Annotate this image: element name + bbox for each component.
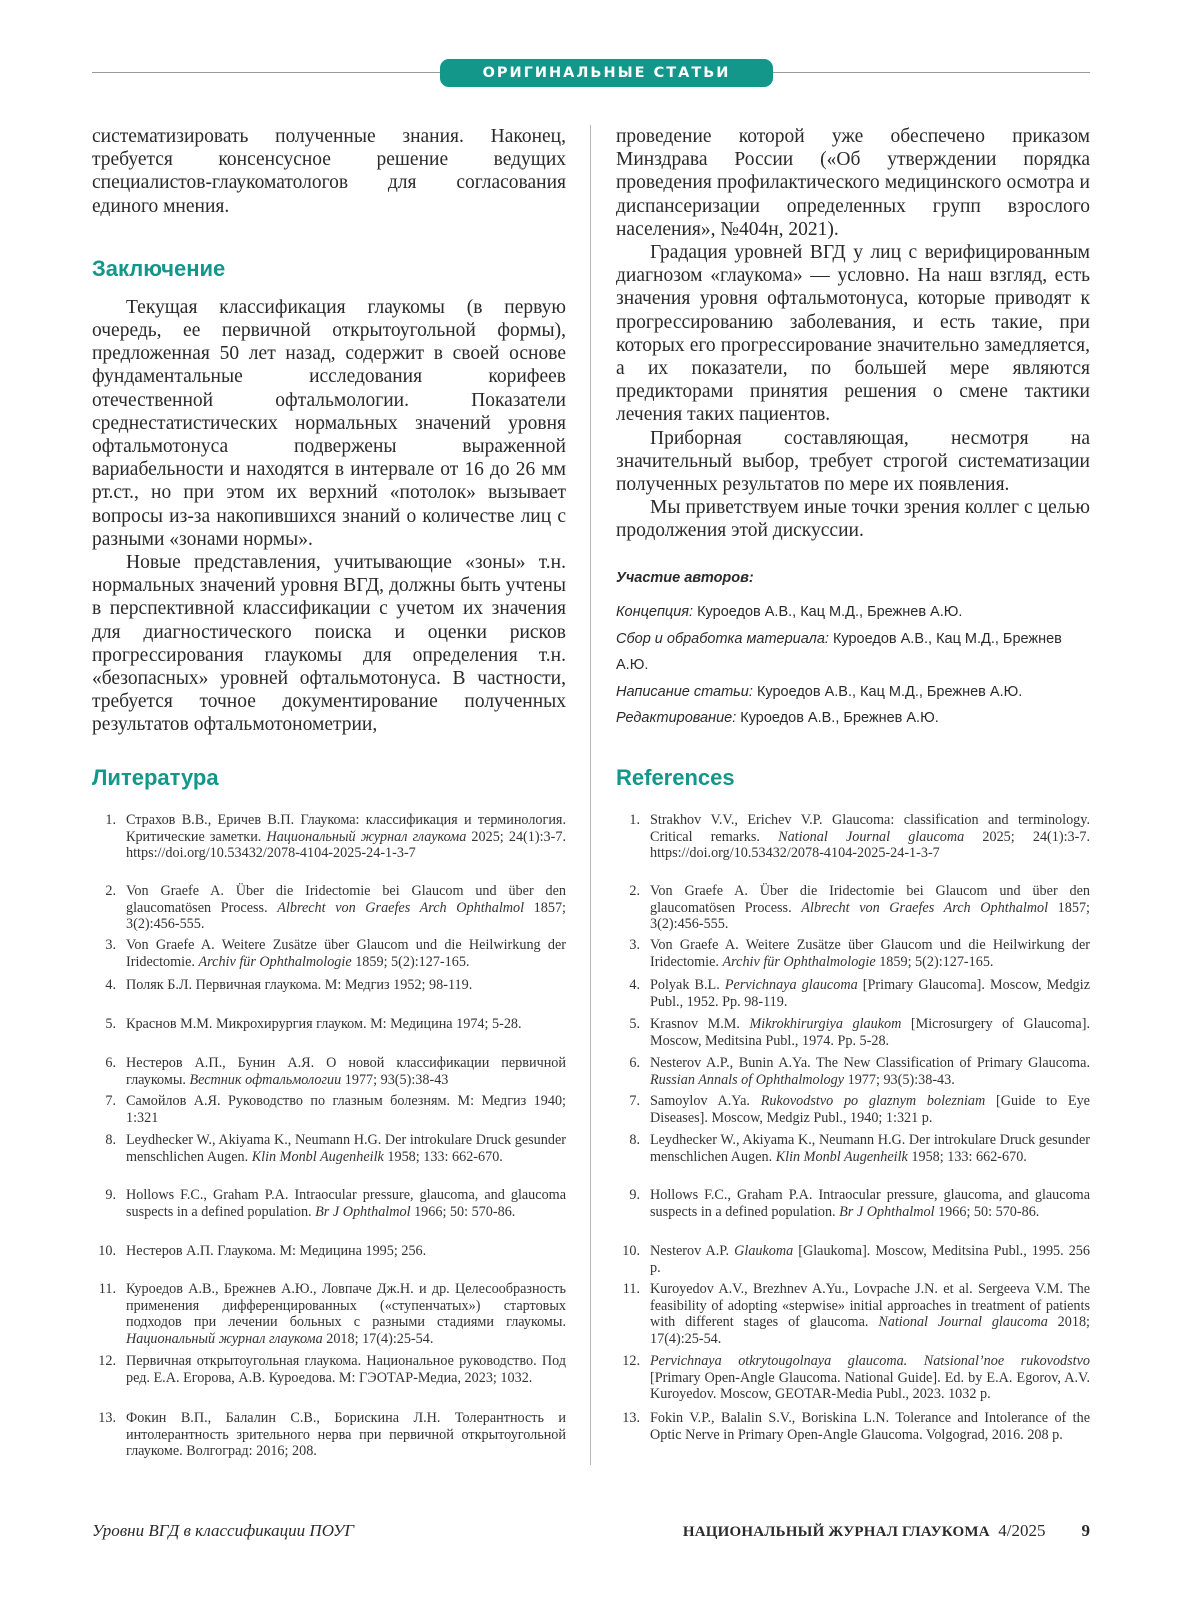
right-column xyxy=(616,125,1090,732)
reference-text: Von Graefe A. Über die Iridectomie bei Glaucom und über den glaucomatösen Process. Albrecht von Graefes Arch Ophthalmol 1857; 3(2):456-555. xyxy=(650,883,1090,937)
contribution-role: Сбор и обработка материала: xyxy=(616,631,829,647)
paragraph-instruments: Приборная составляющая, несмотря на значительный выбор, требует строгой систематизации полученных результатов по мере их появления. xyxy=(616,427,1090,497)
reference-ru xyxy=(92,1055,566,1093)
reference-row xyxy=(92,1410,1090,1470)
reference-text: Krasnov M.M. Mikrokhirurgiya glaukom [Microsurgery of Glaucoma]. Moscow, Meditsina Publ., 1974. Pp. 5-28. xyxy=(650,1016,1090,1055)
reference-row xyxy=(92,1187,1090,1243)
reference-number: 8. xyxy=(92,1132,126,1187)
reference-number: 9. xyxy=(616,1187,650,1243)
contribution-role: Редактирование: xyxy=(616,710,736,726)
reference-text: Polyak B.L. Pervichnaya glaucoma [Primary Glaucoma]. Moscow, Medgiz Publ., 1952. Pp. 98-119. xyxy=(650,977,1090,1016)
reference-number: 10. xyxy=(92,1243,126,1281)
reference-ru xyxy=(92,1016,566,1055)
reference-text: Hollows F.C., Graham P.A. Intraocular pressure, glaucoma, and glaucoma suspects in a defined population. Br J Ophthalmol 1966; 50: 570-86. xyxy=(650,1187,1090,1243)
journal-info xyxy=(683,1521,1090,1541)
intro-paragraph: систематизировать полученные знания. Наконец, требуется консенсусное решение ведущих специалистов-глаукоматологов для согласования единого мнения. xyxy=(92,125,566,218)
reference-number: 11. xyxy=(92,1281,126,1353)
contribution-row xyxy=(616,679,1090,706)
reference-en xyxy=(616,1055,1090,1093)
reference-row xyxy=(92,812,1090,883)
contribution-role: Концепция: xyxy=(616,604,693,620)
reference-text: Nesterov A.P., Bunin A.Ya. The New Classification of Primary Glaucoma. Russian Annals of Ophthalmology 1977; 93(5):38-43. xyxy=(650,1055,1090,1093)
reference-text: Von Graefe A. Über die Iridectomie bei Glaucom und über den glaucomatösen Process. Albrecht von Graefes Arch Ophthalmol 1857; 3(2):456-555. xyxy=(126,883,566,937)
reference-en xyxy=(616,1187,1090,1243)
reference-number: 2. xyxy=(616,883,650,937)
reference-row xyxy=(92,1093,1090,1132)
journal-name: НАЦИОНАЛЬНЫЙ ЖУРНАЛ ГЛАУКОМА xyxy=(683,1524,990,1540)
paragraph-continued: проведение которой уже обеспечено приказом Минздрава России («Об утверждении порядка проведения профилактического медицинского осмотра и диспансеризации определенных групп взрослого населения», №404н, 2021). xyxy=(616,125,1090,241)
reference-en xyxy=(616,1281,1090,1353)
reference-text: Нестеров А.П. Глаукома. М: Медицина 1995; 256. xyxy=(126,1243,566,1281)
contribution-names: Куроедов А.В., Кац М.Д., Брежнев А.Ю. xyxy=(697,604,962,620)
reference-number: 6. xyxy=(616,1055,650,1093)
reference-row xyxy=(92,937,1090,977)
conclusion-paragraph-2: Новые представления, учитывающие «зоны» т.н. нормальных значений уровня ВГД, должны быть учтены в перспективной классификации с учетом их значения для диагностического поиска и оценки рисков прогрессирования глаукомы для определения т.н. «безопасных» уровней офтальмотонуса. В частности, требуется точное документирование полученных результатов офтальмотонометрии, xyxy=(92,551,566,737)
reference-text: Нестеров А.П., Бунин А.Я. О новой классификации первичной глаукомы. Вестник офтальмологии 1977; 93(5):38-43 xyxy=(126,1055,566,1093)
reference-number: 5. xyxy=(616,1016,650,1055)
reference-text: Fokin V.P., Balalin S.V., Boriskina L.N. Tolerance and Intolerance of the Optic Nerve in Primary Open-Angle Glaucoma. Volgograd, 2016. 208 p. xyxy=(650,1410,1090,1470)
reference-text: Samoylov A.Ya. Rukovodstvo po glaznym bolezniam [Guide to Eye Diseases]. Moscow, Medgiz Publ., 1940; 1:321 p. xyxy=(650,1093,1090,1132)
reference-text: Hollows F.C., Graham P.A. Intraocular pressure, glaucoma, and glaucoma suspects in a defined population. Br J Ophthalmol 1966; 50: 570-86. xyxy=(126,1187,566,1243)
reference-en xyxy=(616,812,1090,883)
reference-number: 7. xyxy=(92,1093,126,1132)
reference-row xyxy=(92,1132,1090,1187)
paragraph-discussion: Мы приветствуем иные точки зрения коллег с целью продолжения этой дискуссии. xyxy=(616,496,1090,542)
reference-en xyxy=(616,1093,1090,1132)
reference-number: 1. xyxy=(92,812,126,883)
author-contributions-title: Участие авторов: xyxy=(616,565,1090,592)
reference-number: 2. xyxy=(92,883,126,937)
reference-row xyxy=(92,977,1090,1016)
running-title: Уровни ВГД в классификации ПОУГ xyxy=(92,1521,354,1541)
reference-text: Von Graefe A. Weitere Zusätze über Glaucom und die Heilwirkung der Iridectomie. Archiv für Ophthalmologie 1859; 5(2):127-165. xyxy=(126,937,566,977)
reference-en xyxy=(616,883,1090,937)
reference-ru xyxy=(92,1132,566,1187)
reference-ru xyxy=(92,1243,566,1281)
reference-text: Strakhov V.V., Erichev V.P. Glaucoma: classification and terminology. Critical remarks. National Journal glaucoma 2025; 24(1):3-7. https://doi.org/10.53432/2078-4104-2025-24-1-3-7 xyxy=(650,812,1090,883)
reference-number: 12. xyxy=(92,1353,126,1410)
reference-text: Von Graefe A. Weitere Zusätze über Glaucom und die Heilwirkung der Iridectomie. Archiv für Ophthalmologie 1859; 5(2):127-165. xyxy=(650,937,1090,977)
reference-number: 7. xyxy=(616,1093,650,1132)
reference-number: 8. xyxy=(616,1132,650,1187)
reference-text: Краснов М.М. Микрохирургия глауком. М: Медицина 1974; 5-28. xyxy=(126,1016,566,1055)
reference-text: Куроедов А.В., Брежнев А.Ю., Ловпаче Дж.Н. и др. Целесообразность применения дифференцированных («ступенчатых») стартовых подходов при лечении больных с разными стадиями глаукомы. Национальный журнал глаукома 2018; 17(4):25-54. xyxy=(126,1281,566,1353)
reference-number: 13. xyxy=(92,1410,126,1470)
conclusion-heading: Заключение xyxy=(92,256,566,282)
contribution-names: Куроедов А.В., Брежнев А.Ю. xyxy=(740,710,938,726)
contribution-row xyxy=(616,705,1090,732)
reference-en xyxy=(616,1016,1090,1055)
reference-number: 10. xyxy=(616,1243,650,1281)
references-list xyxy=(92,812,1090,1470)
reference-text: Фокин В.П., Балалин С.В., Борискина Л.Н. Толерантность и интолерантность зрительного нерва при первичной открытоугольной глаукоме. Волгоград: 2016; 208. xyxy=(126,1410,566,1470)
reference-row xyxy=(92,1281,1090,1353)
contribution-row xyxy=(616,599,1090,626)
reference-en xyxy=(616,977,1090,1016)
reference-number: 6. xyxy=(92,1055,126,1093)
reference-row xyxy=(92,1016,1090,1055)
section-badge: ОРИГИНАЛЬНЫЕ СТАТЬИ xyxy=(440,59,773,87)
reference-number: 3. xyxy=(616,937,650,977)
reference-number: 9. xyxy=(92,1187,126,1243)
reference-row xyxy=(92,1243,1090,1281)
reference-text: Первичная открытоугольная глаукома. Национальное руководство. Под ред. Е.А. Егорова, А.В. Куроедова. М: ГЭОТАР-Медиа, 2023; 1032. xyxy=(126,1353,566,1410)
reference-en xyxy=(616,1410,1090,1470)
reference-en xyxy=(616,1243,1090,1281)
reference-ru xyxy=(92,1187,566,1243)
reference-text: Leydhecker W., Akiyama K., Neumann H.G. Der introkulare Druck gesunder menschlichen Augen. Klin Monbl Augenheilk 1958; 133: 662-670. xyxy=(650,1132,1090,1187)
references-en-heading: References xyxy=(616,765,735,791)
contribution-names: Куроедов А.В., Кац М.Д., Брежнев А.Ю. xyxy=(757,684,1022,700)
references-ru-heading: Литература xyxy=(92,765,219,791)
paragraph-grading: Градация уровней ВГД у лиц с верифицированным диагнозом «глаукома» — условно. На наш взгляд, есть значения уровня офтальмотонуса, которые приводят к прогрессированию заболевания, и есть такие, при которых его прогрессирование значительно замедляется, а их показатели, по большей мере являются предикторами принятия решения о смене тактики лечения таких пациентов. xyxy=(616,241,1090,427)
reference-en xyxy=(616,1132,1090,1187)
reference-en xyxy=(616,937,1090,977)
reference-ru xyxy=(92,977,566,1016)
reference-number: 4. xyxy=(92,977,126,1016)
reference-text: Leydhecker W., Akiyama K., Neumann H.G. Der introkulare Druck gesunder menschlichen Augen. Klin Monbl Augenheilk 1958; 133: 662-670. xyxy=(126,1132,566,1187)
reference-text: Поляк Б.Л. Первичная глаукома. М: Медгиз 1952; 98-119. xyxy=(126,977,566,1016)
reference-ru xyxy=(92,1093,566,1132)
reference-ru xyxy=(92,937,566,977)
reference-number: 4. xyxy=(616,977,650,1016)
reference-ru xyxy=(92,812,566,883)
left-column xyxy=(92,125,566,737)
reference-ru xyxy=(92,1353,566,1410)
contribution-names: Куроедов А.В., Кац М.Д., Брежнев А.Ю. xyxy=(616,631,1062,674)
reference-row xyxy=(92,1055,1090,1093)
reference-number: 13. xyxy=(616,1410,650,1470)
reference-row xyxy=(92,883,1090,937)
reference-text: Kuroyedov A.V., Brezhnev A.Yu., Lovpache J.N. et al. Sergeeva V.M. The feasibility of adopting «stepwise» initial approaches in treatment of patients with different stages of glaucoma. National Journal glaucoma 2018; 17(4):25-54. xyxy=(650,1281,1090,1353)
reference-text: Nesterov A.P. Glaukoma [Glaukoma]. Moscow, Meditsina Publ., 1995. 256 p. xyxy=(650,1243,1090,1281)
conclusion-paragraph-1: Текущая классификация глаукомы (в первую очередь, ее первичной открытоугольной формы), предложенная 50 лет назад, содержит в своей основе фундаментальные исследования корифеев отечественной офтальмологии. Показатели среднестатистических нормальных значений уровня офтальмотонуса подвержены выраженной вариабельности и находятся в интервале от 16 до 26 мм рт.ст., но при этом их верхний «потолок» вызывает вопросы из-за накопившихся знаний о количестве лиц с разными «зонами нормы». xyxy=(92,296,566,551)
page-number: 9 xyxy=(1082,1521,1091,1540)
author-contributions xyxy=(616,565,1090,732)
reference-number: 5. xyxy=(92,1016,126,1055)
reference-ru xyxy=(92,1281,566,1353)
reference-text: Pervichnaya otkrytougolnaya glaucoma. Natsional’noe rukovodstvo [Primary Open-Angle Glaucoma. National Guide]. Ed. by E.A. Egorov, A.V. Kuroyedov. Moscow, GEOTAR-Media Publ., 2023. 1032 p. xyxy=(650,1353,1090,1410)
reference-number: 1. xyxy=(616,812,650,883)
reference-ru xyxy=(92,883,566,937)
contribution-row xyxy=(616,626,1090,679)
issue-number: 4/2025 xyxy=(998,1521,1045,1540)
reference-row xyxy=(92,1353,1090,1410)
reference-number: 12. xyxy=(616,1353,650,1410)
contribution-role: Написание статьи: xyxy=(616,684,753,700)
reference-number: 3. xyxy=(92,937,126,977)
reference-text: Самойлов А.Я. Руководство по глазным болезням. М: Медгиз 1940; 1:321 xyxy=(126,1093,566,1132)
reference-number: 11. xyxy=(616,1281,650,1353)
reference-en xyxy=(616,1353,1090,1410)
reference-ru xyxy=(92,1410,566,1470)
reference-text: Страхов В.В., Еричев В.П. Глаукома: классификация и терминология. Критические заметки. Национальный журнал глаукома 2025; 24(1):3-7. https://doi.org/10.53432/2078-4104-2025-24-1-3-7 xyxy=(126,812,566,883)
